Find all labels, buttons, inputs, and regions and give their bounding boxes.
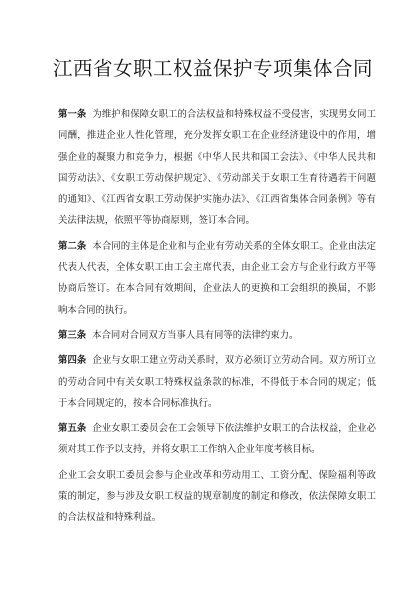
article-text: 本合同的主体是企业和与企业有劳动关系的全体女职工。企业由法定代表人代表，全体女职工由工会主席代表，由企业工会方与企业行政方平等协商后签订。在本合同有效期间，企业法人的更换和工会组织的换届，不影响本合同的执行。: [58, 240, 376, 316]
article-5-continuation: [58, 465, 376, 529]
document-title: 江西省女职工权益保护专项集体合同: [52, 57, 373, 80]
article-2: [58, 236, 376, 321]
article-text: 本合同对合同双方当事人具有同等的法律约束力。: [92, 329, 299, 341]
article-3: [58, 325, 376, 346]
article-5: [58, 418, 376, 461]
article-text: 企业女职工委员会在工会领导下依法维护女职工的合法权益，企业必须对其工作予以支持，并将女职工工作纳入企业年度考核目标。: [58, 423, 376, 456]
article-label: 第三条: [58, 329, 87, 341]
article-1: [58, 104, 376, 232]
article-label: 第五条: [58, 423, 87, 435]
article-4: [58, 350, 376, 414]
article-text: 企业工会女职工委员会参与企业改革和劳动用工、工资分配、保险福利等政策的制定，参与涉及女职工权益的规章制度的制定和修改，依法保障女职工的合法权益和特殊利益。: [58, 469, 376, 524]
article-text: 为维护和保障女职工的合法权益和特殊权益不受侵害，实现男女同工同酬，推进企业人性化管理，充分发挥女职工在企业经济建设中的作用，增强企业的凝聚力和竞争力，根据《中华人民共和国工会法》、《中华人民共和国劳动法》、《女职工劳动保护规定》、《劳动部关于女职工生育待遇若干问题的通知》、《江西省女职工劳动保护实施办法》、《江西省集体合同条例》等有关法律法规，依照平等协商原则，签订本合同。: [58, 109, 376, 227]
article-text: 企业与女职工建立劳动关系时，双方必须订立劳动合同。双方所订立的劳动合同中有关女职工特殊权益条款的标准，不得低于本合同的规定；低于本合同规定的，按本合同标准执行。: [58, 355, 376, 409]
article-label: 第四条: [58, 355, 87, 367]
article-label: 第一条: [58, 109, 87, 120]
article-label: 第二条: [58, 240, 87, 252]
